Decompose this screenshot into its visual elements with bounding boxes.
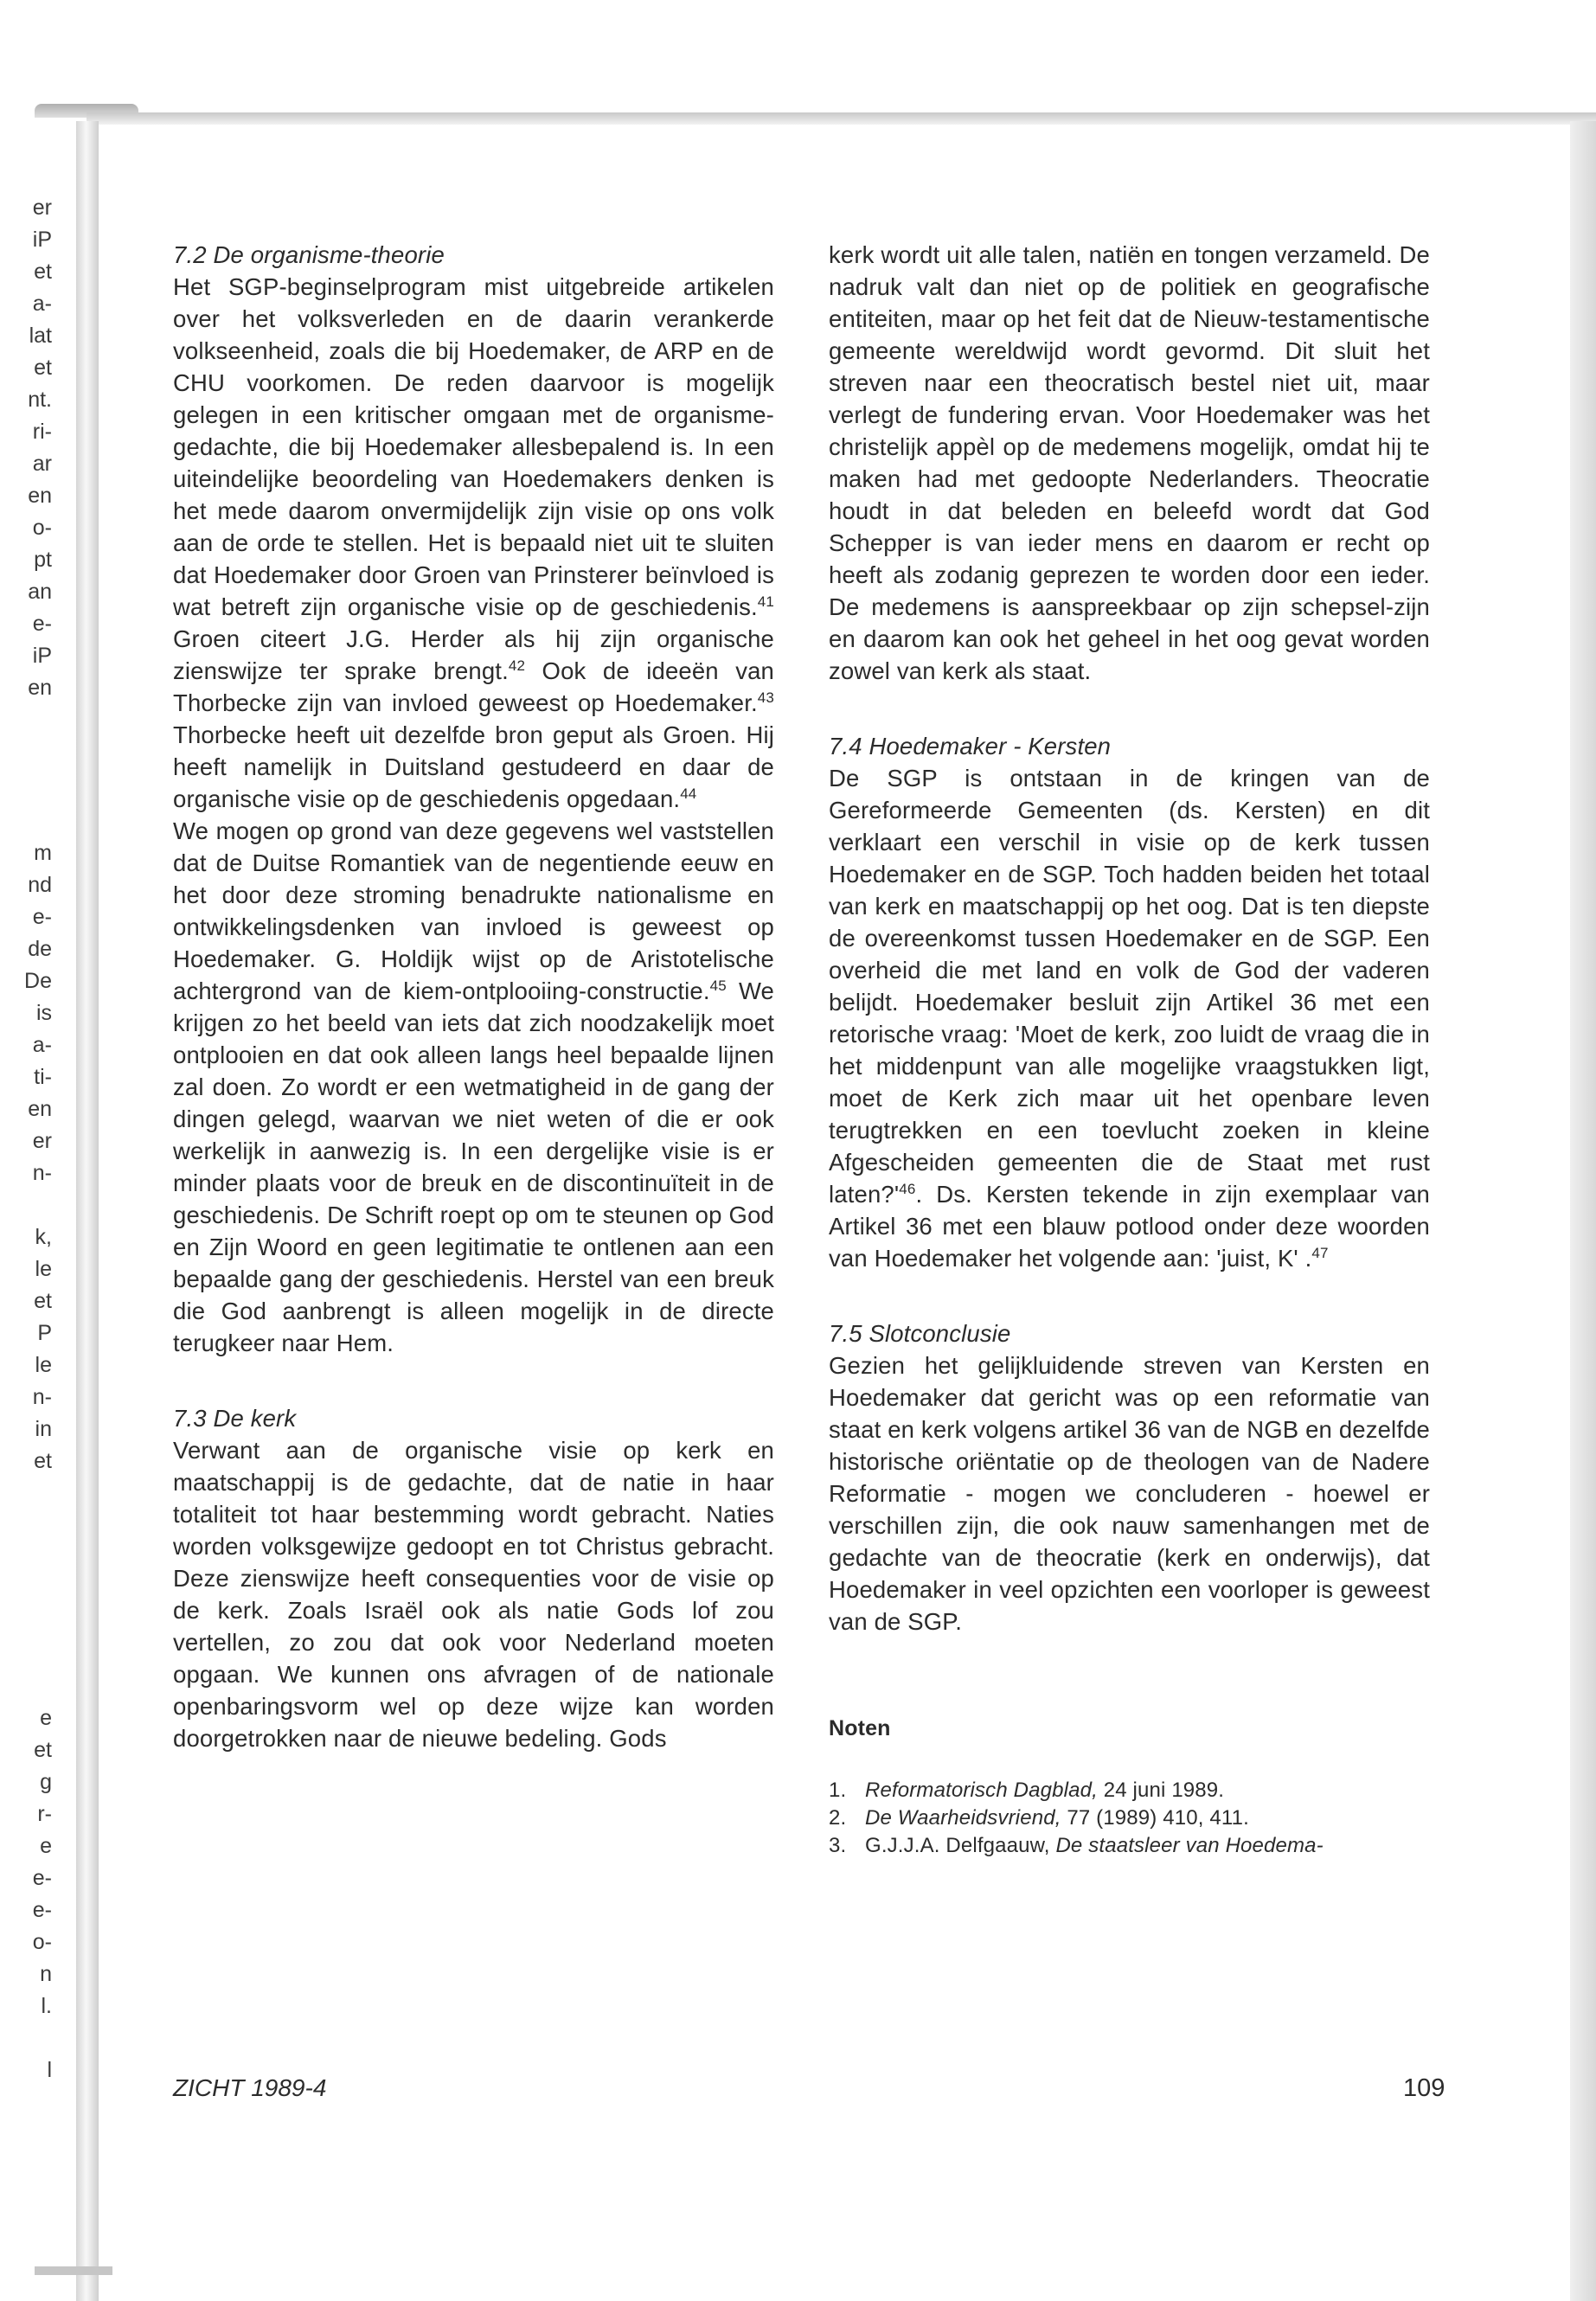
facing-line: e [40, 1706, 52, 1730]
footnote-ref: 46 [899, 1180, 916, 1197]
paragraph [829, 762, 1430, 1274]
notes-list [829, 1777, 1430, 1860]
facing-line: n- [32, 1385, 52, 1409]
text-run: De SGP is ontstaan in de kringen van de Gereformeerde Gemeenten (ds. Kersten) en dit verklaart een verschil in visie op de kerk tussen Hoedemaker en de SGP. Toch hadden beiden het totaal van kerk en maatschappij op het oog. Dat is ten diepste de overeenkomst tussen Hoedemaker en de SGP. Een overheid die met land en volk de God der vaderen belijdt. Hoedemaker besluit zijn Artikel 36 met een retorische vraag: 'Moet de kerk, zoo luidt de vraag die in het middenpunt van alle mogelijke vraagstukken ligt, moet de Kerk zich maar uit het openbare leven terugtrekken en een toevlucht zoeken in kleine Afgescheiden gemeenten die de Staat met rust laten?' [829, 765, 1430, 1208]
facing-line: lat [29, 324, 52, 348]
spine-bottom-edge [35, 2266, 112, 2275]
paragraph: kerk wordt uit alle talen, natiën en tongen verzameld. De nadruk valt dan niet op de politiek en geografische entiteiten, maar op het feit dat de Nieuw-testamentische gemeente wereldwijd wordt gevormd. Dit sluit het streven naar een theocratisch bestel niet uit, maar verlegt de fundering ervan. Voor Hoedemaker was het christelijk appèl op de medemens mogelijk, omdat hij te maken had met gedoopte Nederlanders. Theocratie houdt in dat beleden en beleefd wordt dat God Schepper is van ieder mens en daarom er recht op heeft als zodanig geprezen te worden door een ieder. De medemens is aanspreekbaar op zijn schepsel-zijn en daarom kan ook het geheel in het oog gevat worden zowel van kerk als staat. [829, 241, 1430, 684]
note-author: G.J.J.A. Delfgaauw, [865, 1834, 1056, 1857]
facing-line: en [28, 676, 52, 700]
facing-line: er [32, 1129, 52, 1153]
facing-line: an [28, 580, 52, 604]
facing-line: nt. [28, 388, 52, 412]
facing-line: o- [32, 516, 52, 540]
footnote-ref: 44 [680, 785, 697, 802]
facing-line: ar [32, 452, 52, 476]
right-column [829, 239, 1430, 1860]
footnote-ref: 45 [709, 977, 727, 994]
facing-line: e- [32, 612, 52, 636]
text-run: . Ds. Kersten tekende in zijn exemplaar van Artikel 36 met een blauw potlood onder deze woorden van Hoedemaker het volgende aan: 'juist, K' . [829, 1181, 1430, 1272]
facing-line: en [28, 484, 52, 508]
facing-line: ti- [34, 1065, 52, 1089]
facing-line: P [37, 1321, 52, 1345]
note-item [829, 1777, 1430, 1804]
left-column [173, 239, 774, 1754]
footnote-ref: 47 [1311, 1244, 1329, 1261]
facing-line: et [34, 1738, 52, 1762]
note-item [829, 1832, 1430, 1860]
facing-line: l. [41, 1994, 52, 2018]
text-run: Het SGP-beginselprogram mist uitgebreide artikelen over het volksverleden en de daarin verankerde volkseenheid, zoals die bij Hoedemaker, de ARP en de CHU voorkomen. De reden daarvoor is mogelijk gelegen in een kritischer omgaan met de organisme-gedachte, die bij Hoedemaker allesbepalend is. In een uiteindelijke beoordeling van Hoedemakers denken is het mede daarom onvermijdelijk zijn visie op ons volk aan de orde te stellen. Het is bepaald niet uit te sluiten dat Hoedemaker door Groen van Prinsterer beïnvloed is wat betreft zijn organische visie op de geschiedenis. [173, 273, 774, 620]
facing-line: De [24, 969, 52, 993]
facing-line: pt [34, 548, 52, 572]
note-text: 77 (1989) 410, 411. [1061, 1806, 1249, 1830]
note-number: 2. [829, 1806, 847, 1830]
paragraph [173, 815, 774, 1359]
note-text: 24 juni 1989. [1097, 1779, 1225, 1802]
footnote-ref: 41 [757, 593, 774, 610]
facing-line: en [28, 1097, 52, 1121]
facing-line: e- [32, 905, 52, 929]
text-run: We krijgen zo het beeld van iets dat zich noodzakelijk moet ontplooien en dat ook alleen langs heel bepaalde lijnen zal doen. Zo wordt er een wetmatigheid in de gang der dingen gelegd, waarvan we niet weten of die er ook werkelijk in aanwezig is. In een dergelijke visie is er minder plaats voor de breuk en de discontinuïteit in de geschiedenis. De Schrift roept op om te steunen op God en Zijn Woord en geen legitimatie te ontlenen aan een bepaalde gang der geschiedenis. Herstel van een breuk die God aanbrengt is alleen mogelijk in de directe terugkeer naar Hem. [173, 977, 774, 1356]
facing-line: et [34, 260, 52, 284]
facing-line: iP [32, 644, 52, 668]
paragraph: Gezien het gelijkluidende streven van Kersten en Hoedemaker dat gericht was op een reformatie van staat en kerk volgens artikel 36 van de NGB en dezelfde historische oriëntatie op de theologen van de Nadere Reformatie - mogen we concluderen - hoewel er verschillen zijn, die ook nauw samenhangen met de gedachte van de theocratie (kerk en onderwijs), dat Hoedemaker in veel opzichten een voorloper is geweest van de SGP. [829, 1352, 1430, 1635]
paragraph: Verwant aan de organische visie op kerk en maatschappij is de gedachte, dat de natie in haar totaliteit tot haar bestemming wordt gebracht. Naties worden volksgewijze gedoopt en tot Christus gebracht. Deze zienswijze heeft consequenties voor de visie op de kerk. Zoals Israël ook als natie Gods lof zou vertellen, zo zou dat ook voor Nederland moeten opgaan. We kunnen ons afvragen of de nationale openbaringsvorm wel op deze wijze kan worden doorgetrokken naar de nieuwe bedeling. Gods [173, 1437, 774, 1752]
facing-line: e- [32, 1898, 52, 1922]
facing-line: e- [32, 1866, 52, 1890]
text-run: Ook de ideeën van Thorbecke zijn van invloed geweest op Hoedemaker. [173, 657, 774, 716]
facing-page-fragment [0, 837, 52, 1477]
note-item [829, 1804, 1430, 1832]
book-spine [76, 121, 99, 2301]
page-right-edge [1570, 121, 1596, 2301]
text-run: Groen citeert J.G. Herder als hij zijn organische zienswijze ter sprake brengt. [173, 625, 774, 684]
note-number: 1. [829, 1779, 847, 1802]
footnote-ref: 42 [508, 657, 526, 674]
facing-line: n- [32, 1161, 52, 1185]
facing-line: g [40, 1770, 52, 1794]
footnote-ref: 43 [757, 689, 774, 706]
note-title: De Waarheidsvriend, [865, 1806, 1061, 1830]
notes-heading: Noten [829, 1716, 891, 1740]
facing-line: et [34, 356, 52, 380]
page-number: 109 [1403, 2074, 1445, 2102]
facing-line: a- [32, 1033, 52, 1057]
facing-line: iP [32, 228, 52, 252]
facing-line [0, 1189, 52, 1221]
note-title: Reformatorisch Dagblad, [865, 1779, 1098, 1802]
facing-line: et [34, 1289, 52, 1313]
note-number: 3. [829, 1834, 847, 1857]
journal-footer: ZICHT 1989-4 [173, 2074, 327, 2101]
paragraph [173, 271, 774, 815]
facing-line: k, [35, 1225, 52, 1249]
section-heading-7-2: 7.2 De organisme-theorie [173, 241, 445, 268]
facing-page-fragment [0, 1702, 52, 2022]
facing-line: l [47, 2058, 52, 2082]
facing-line: m [34, 841, 52, 865]
facing-line: n [40, 1962, 52, 1986]
facing-line: ri- [32, 420, 52, 444]
facing-line: r- [37, 1802, 52, 1826]
facing-line: o- [32, 1930, 52, 1954]
facing-line: is [35, 1001, 52, 1025]
facing-line: nd [28, 873, 52, 897]
text-run: We mogen op grond van deze gegevens wel vaststellen dat de Duitse Romantiek van de negentiende eeuw en het door deze stroming benadrukte nationalisme en ontwikkelingsdenken van invloed is geweest op Hoedemaker. G. Holdijk wijst op de Aristotelische achtergrond van de kiem-ontplooiing-constructie. [173, 817, 774, 1004]
section-heading-7-3: 7.3 De kerk [173, 1405, 297, 1432]
page-top-edge [87, 112, 1596, 125]
facing-line: er [32, 195, 52, 220]
facing-line: in [35, 1417, 52, 1441]
facing-line: e [40, 1834, 52, 1858]
facing-line: le [35, 1353, 52, 1377]
facing-page-fragment [0, 2054, 52, 2086]
note-title: De staatsleer van Hoedema- [1055, 1834, 1324, 1857]
section-heading-7-4: 7.4 Hoedemaker - Kersten [829, 733, 1112, 760]
facing-line: et [34, 1449, 52, 1473]
text-run: Thorbecke heeft uit dezelfde bron geput als Groen. Hij heeft namelijk in Duitsland gestudeerd en daar de organische visie op de geschiedenis opgedaan. [173, 721, 774, 812]
facing-line: le [35, 1257, 52, 1281]
facing-page-fragment [0, 192, 52, 704]
facing-line: de [28, 937, 52, 961]
facing-line: a- [32, 292, 52, 316]
section-heading-7-5: 7.5 Slotconclusie [829, 1320, 1011, 1347]
